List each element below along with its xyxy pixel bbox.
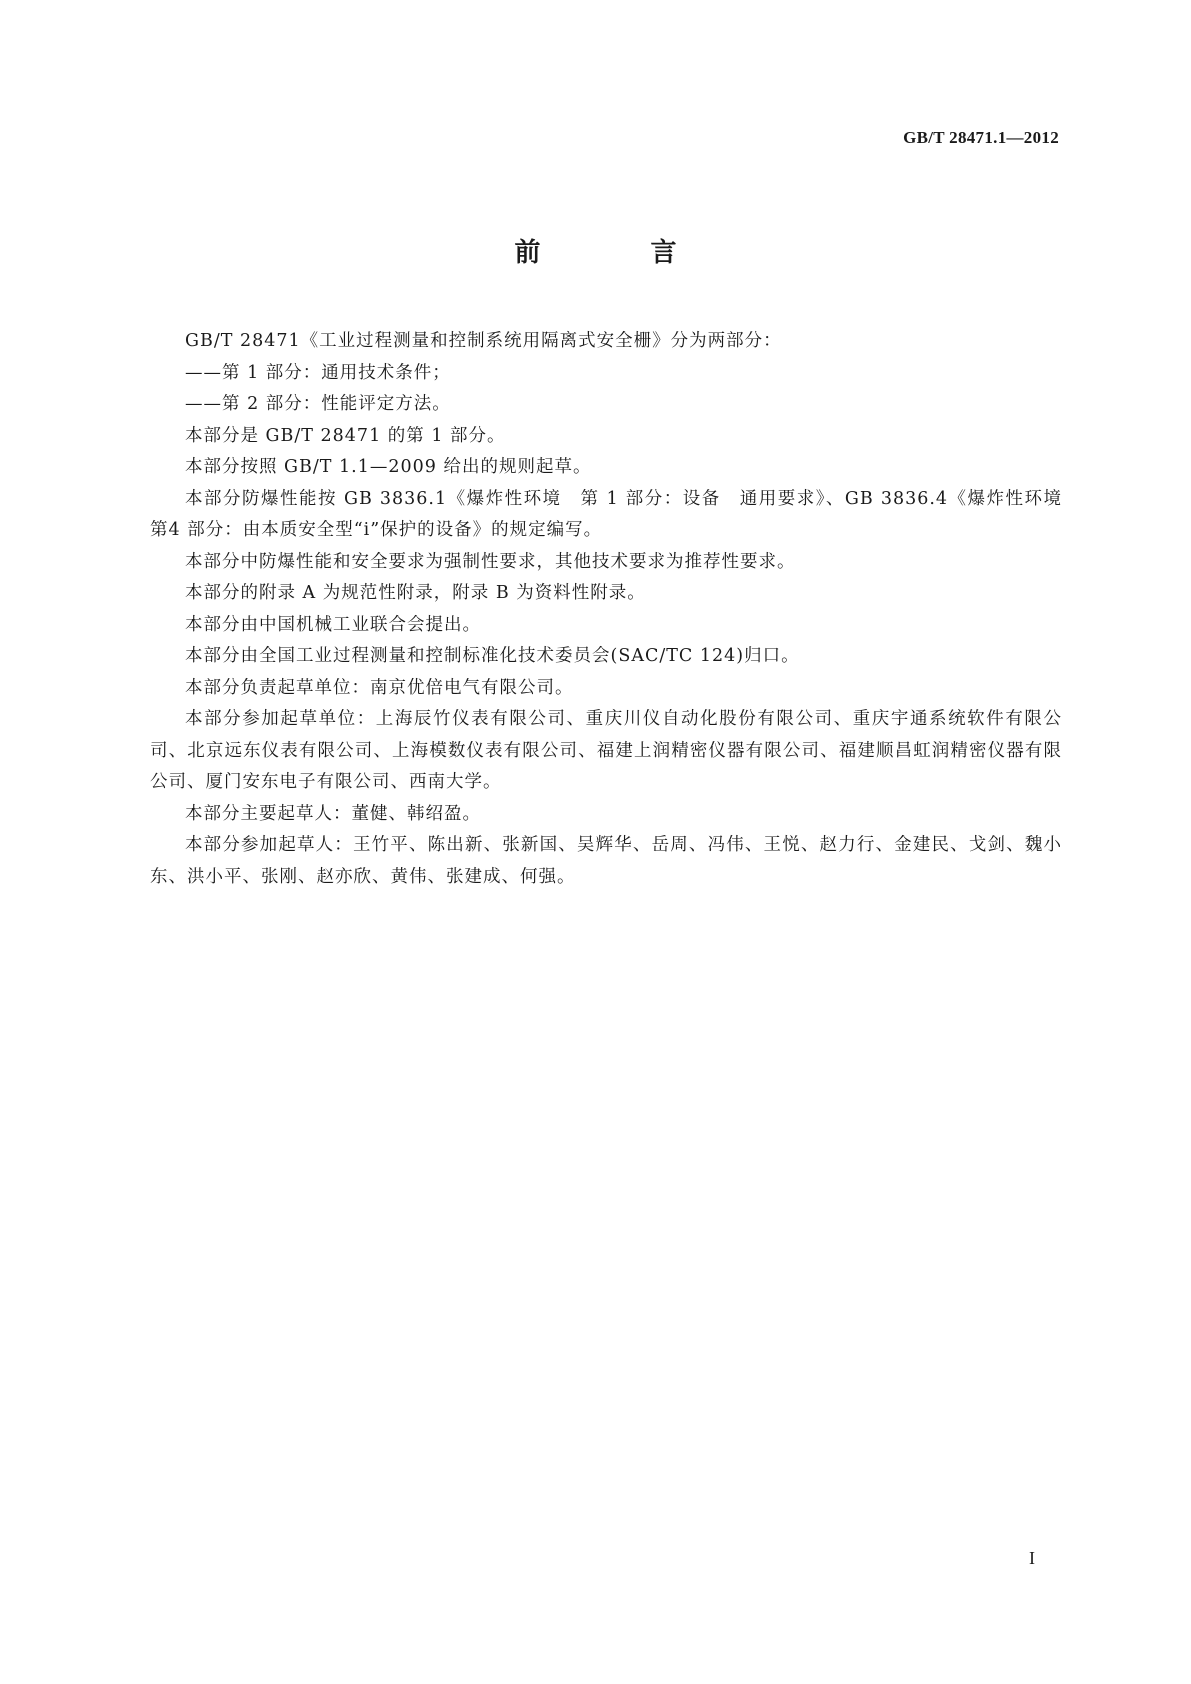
paragraph-responsible-drafter: 本部分负责起草单位：南京优倍电气有限公司。: [185, 677, 574, 698]
standard-code: GB/T 28471.1—2012: [903, 128, 1059, 147]
paragraph-parts-intro: GB/T 28471《工业过程测量和控制系统用隔离式安全栅》分为两部分：: [185, 331, 782, 351]
paragraph-participating-drafters: 本部分参加起草人：王竹平、陈出新、张新国、吴辉华、岳周、冯伟、王悦、赵力行、金建民、戈剑、魏小东、洪小平、张刚、赵亦欣、黄伟、张建成、何强。: [150, 835, 1062, 887]
paragraph-centralized-by: 本部分由全国工业过程测量和控制标准化技术委员会(SAC/TC 124)归口。: [185, 646, 800, 666]
paragraph-main-drafters: 本部分主要起草人：董健、韩绍盈。: [185, 803, 481, 824]
paragraph-annexes: 本部分的附录 A 为规范性附录，附录 B 为资料性附录。: [185, 583, 646, 603]
paragraph-requirements: 本部分中防爆性能和安全要求为强制性要求，其他技术要求为推荐性要求。: [185, 551, 796, 572]
paragraph-part-1: ——第 1 部分：通用技术条件；: [185, 362, 451, 383]
page-number: I: [1029, 1548, 1035, 1568]
page-title: 前 言: [514, 238, 719, 268]
paragraph-explosion-proof: 本部分防爆性能按 GB 3836.1《爆炸性环境 第 1 部分：设备 通用要求》、GB 3836.4《爆炸性环境 第4 部分：由本质安全型“i”保护的设备》的规定编写。: [150, 488, 1081, 540]
paragraph-this-part: 本部分是 GB/T 28471 的第 1 部分。: [185, 425, 506, 446]
paragraph-part-2: ——第 2 部分：性能评定方法。: [185, 394, 451, 414]
paragraph-participating-units: 本部分参加起草单位：上海辰竹仪表有限公司、重庆川仪自动化股份有限公司、重庆宇通系统软件有限公司、北京远东仪表有限公司、上海模数仪表有限公司、福建上润精密仪器有限公司、福建顺昌虹润精密仪器有限公司、厦门安东电子有限公司、西南大学。: [150, 709, 1062, 792]
foreword-body: [150, 326, 1081, 893]
paragraph-drafting-rules: 本部分按照 GB/T 1.1—2009 给出的规则起草。: [185, 457, 592, 477]
paragraph-proposed-by: 本部分由中国机械工业联合会提出。: [185, 614, 481, 635]
